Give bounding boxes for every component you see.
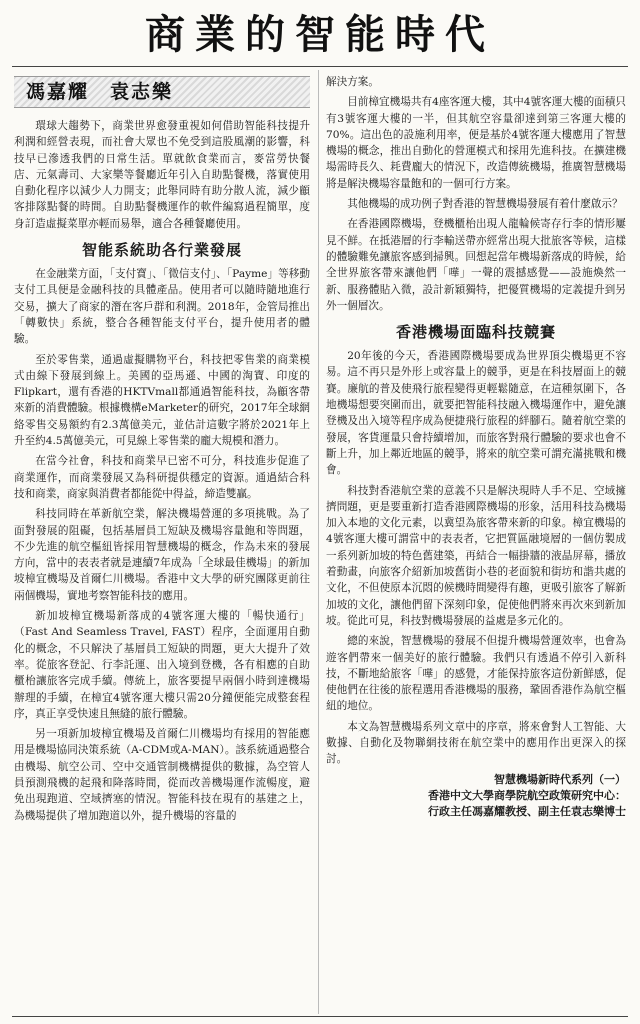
author-credit [326,772,626,820]
paragraph: 解決方案。 [326,76,379,88]
right-column [326,74,626,820]
paragraph: 本文為智慧機場系列文章中的序章，將來會對人工智能、大數據、自動化及物聯網技術在航空業中的應用作出更深入的探討。 [326,720,626,766]
article-title: 商業的智能時代 [145,11,495,58]
paragraph: 至於零售業，通過虛擬購物平台，科技把零售業的商業模式由線下發展到線上。美國的亞馬遜、中國的淘寶、印度的Flipkart，還有香港的HKTVmall都通過智能科技，為顧客帶來新的消費體驗。根據機構eMarketer的研究，2017年全球網絡零售交易額約有2.3萬億美元，並估計這數字將於2021年上升至約4.5萬億美元，可見線上零售業的龐大規模和潛力。 [14,353,310,448]
paragraph: 科技對香港航空業的意義不只是解決現時人手不足、空域擁擠問題，更是要重新打造香港國際機場的形象，活用科技為機場加入本地的文化元素，以冀望為旅客帶來新的印象。樟宜機場的4號客運大樓可謂當中的表表者，它把質區融境層的一個仿製成一系列新加坡的特色舊建築，再結合一幅掛牆的液晶屏幕，播放着動畫，向旅客介紹新加坡舊街小巷的老面貌和街坊和諧共處的文化，不但使原本沉悶的候機時間變得有趣，更吸引旅客了解新加坡的文化，讓他們留下深刻印象，促使他們將來再次來到新加坡。從此可見，科技對機場發展的益處是多元化的。 [326,484,626,627]
intro-paragraph: 環球大趨勢下，商業世界愈發重視如何借助智能科技提升利潤和經營表現，而社會大眾也不免受到這股風潮的影響，科技早已滲透我們的日常生活。單就飲食業而言，麥當勞快餐店、元氣壽司、大家樂等餐廳近年引入自助點餐機，落實使用自動化程序以減少人力開支；此舉同時有助分散人流，減少顧客排隊點餐的時間。自助點餐機運作的軟件編寫過程簡單，度身訂造虛擬菜單亦輕而易舉，適合各種餐廳使用。 [14,120,310,230]
author-roles: 行政主任馮嘉耀教授、副主任袁志樂博士 [428,804,626,818]
affiliation: 香港中文大學商學院航空政策研究中心： [428,788,626,802]
series-name: 智慧機場新時代系列（一） [494,772,626,786]
paragraph: 在香港國際機場，登機櫃枱出現人龍輪候寄存行李的情形屢見不鮮。在抵港層的行李輸送帶亦經常出現大批旅客等候，這樣的體驗難免讓旅客感到掃興。回想起當年機場新落成的時候，給全世界旅客帶來讓他們「嘩」一聲的震撼感覺——設施煥然一新、服務體貼入微，設計新穎獨特，把優質機場的定義提升到另外一個層次。 [326,218,626,312]
paragraph: 總的來說，智慧機場的發展不但提升機場營運效率，也會為遊客們帶來一個美好的旅行體驗。我們只有透過不停引入新科技，不斷地給旅客「嘩」的感覺，才能保持旅客這份新鮮感，促使他們在往後的旅程選用香港機場的服務，鞏固香港作為航空樞紐的地位。 [326,635,626,713]
section-heading-1: 智能系統助各行業發展 [81,241,242,260]
section-heading-2: 香港機場面臨科技競賽 [395,323,556,342]
paragraph: 科技同時在革新航空業，解決機場營運的多項挑戰。為了面對發展的阻礙，包括基層員工短缺及機場容量飽和等問題，不少先進的航空樞紐皆採用智慧機場的概念，作為未來的發展方向，當中的表表者就是連續7年成為「全球最佳機場」的新加坡樟宜機場及首爾仁川機場。香港中文大學的研究團隊更前往兩個機場，實地考察智能科技的應用。 [14,508,310,602]
left-column [14,74,310,828]
paragraph: 其他機場的成功例子對香港的智慧機場發展有着什麼啟示？ [347,198,623,211]
paragraph: 另一項新加坡樟宜機場及首爾仁川機場均有採用的智能應用是機場協同決策系統（A-CDM或A-MAN）。該系統通過整合由機場、航空公司、空中交通管制機構提供的數據，為空管人員預測飛機的起飛和降落時間，從而改善機場運作流暢度，避免出現跑道、空域擠塞的情況。智能科技在現有的基建之上，為機場提供了增加跑道以外，提升機場的容量的 [14,728,310,822]
author-banner [14,76,310,108]
paragraph: 在金融業方面，「支付寶」、「微信支付」、「Payme」等移動支付工具便是金融科技的具體產品。使用者可以隨時隨地進行交易，擴大了商家的潛在客戶群和利潤。2018年，金管局推出「轉數快」系統，整合各種智能支付平台，提升使用者的體驗。 [14,268,310,346]
paragraph: 在當今社會，科技和商業早已密不可分，科技進步促進了商業運作，而商業發展又為科研提供穩定的資源。通過結合科技和商業，商家與消費者都能從中得益，締造雙贏。 [14,455,310,500]
paragraph: 目前樟宜機場共有4座客運大樓，其中4號客運大樓的面積只有3號客運大樓的一半，但其航空容量卻達到第三客運大樓的70%。這出色的設施利用率，便是基於4號客運大樓應用了智慧機場的概念，推出自動化的營運模式和採用先進科技。在擴建機場需時長久、耗費龐大的情況下，改造傳統機場，推廣智慧機場將是解決機場容量飽和的一個可行方案。 [326,96,626,190]
bottom-rule [12,1016,628,1017]
paragraph: 20年後的今天，香港國際機場要成為世界頂尖機場更不容易。這不再只是外形上或容量上的競爭，更是在科技層面上的競賽。廉航的普及使飛行旅程變得更輕鬆隨意，在這種氛圍下，各地機場想要突圍而出，就要把智能科技融入機場運作中，避免讓登機及出入境等程序成為便捷飛行旅程的絆腳石。隨着航空業的發展，客貨運量只會持續增加，而旅客對飛行體驗的要求也會不斷上升，加上鄰近地區的競爭，將來的航空業可謂充滿挑戰和機會。 [326,350,626,477]
paragraph: 新加坡樟宜機場新落成的4號客運大樓的「暢快通行」（Fast And Seamless Travel, FAST）程序，全面運用自動化的概念，不只解決了基層員工短缺的問題，更大大提升了效率。從旅客登記、行李託運、出入境到登機，各有相應的自助櫃枱讓旅客完成手續。傳統上，旅客要提早兩個小時到達機場辦理的手續，在樟宜4號客運大樓只需20分鐘便能完成整套程序，真正享受快速且無縫的旅行體驗。 [14,610,310,720]
author-names: 馮嘉耀 袁志樂 [26,81,174,103]
title-divider [12,66,628,67]
column-divider [318,70,319,1014]
